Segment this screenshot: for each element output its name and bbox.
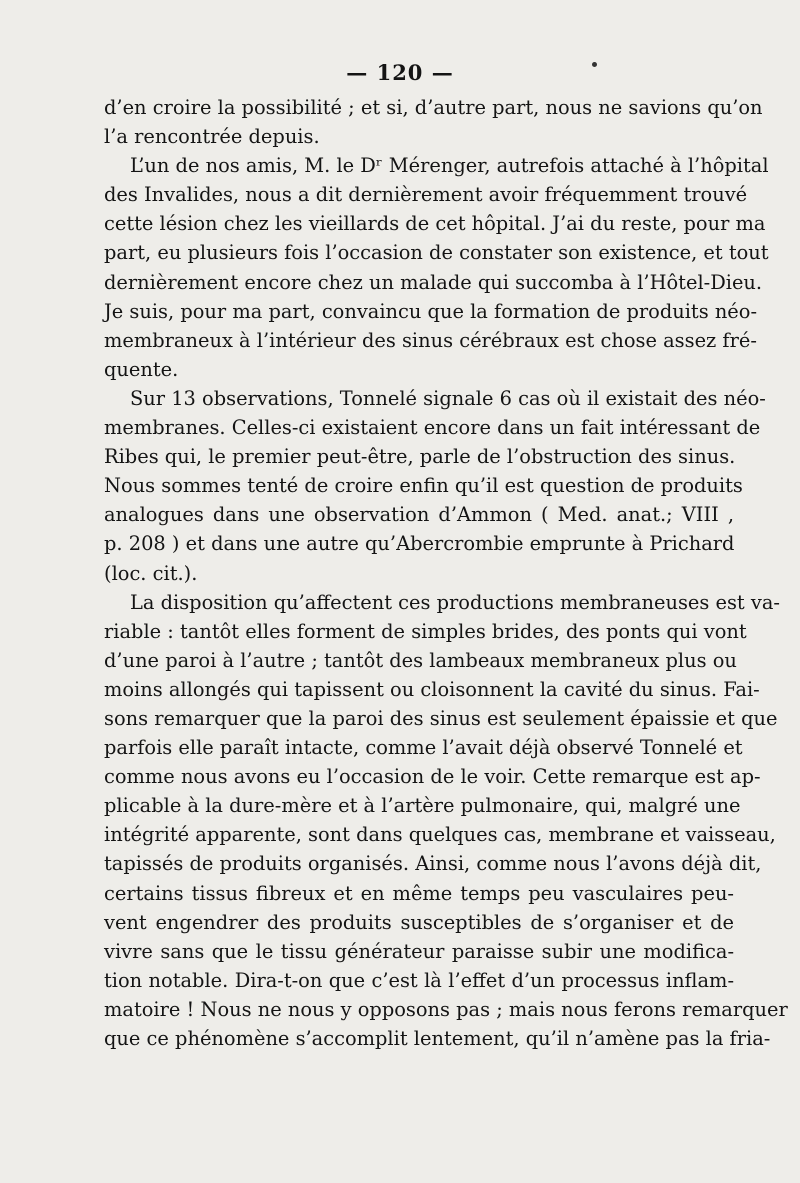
text-line: sons remarquer que la paroi des sinus est seulement épaissie et que [104,706,778,730]
text-line: L’un de nos amis, M. le Dʳ Mérenger, autrefois attaché à l’hôpital [130,154,769,178]
text-line: (loc. cit.). [104,561,198,585]
paragraph [104,384,766,588]
paragraph [104,93,763,151]
text-line: certains tissus fibreux et en même temps peu vasculaires peu- [104,881,734,905]
text-line: membraneux à l’intérieur des sinus cérébraux est chose assez fré- [104,328,757,352]
text-line: analogues dans une observation d’Ammon ( Med. anat.; VIII , [104,503,734,527]
text-line: p. 208 ) et dans une autre qu’Abercrombie emprunte à Prichard [104,532,735,556]
text-line: Nous sommes tenté de croire enfin qu’il est question de produits [104,474,743,498]
body-text [104,93,788,1053]
paragraph [104,588,788,1054]
text-line: vent engendrer des produits susceptibles de s’organiser et de [104,910,734,934]
text-line: dernièrement encore chez un malade qui succomba à l’Hôtel-Dieu. [104,270,763,294]
text-line: parfois elle paraît intacte, comme l’avait déjà observé Tonnelé et [104,736,743,760]
text-line: des Invalides, nous a dit dernièrement avoir fréquemment trouvé [104,183,748,207]
text-line: part, eu plusieurs fois l’occasion de constater son existence, et tout [104,241,769,265]
text-line: d’en croire la possibilité ; et si, d’autre part, nous ne savions qu’on [104,96,763,119]
text-line: que ce phénomène s’accomplit lentement, qu’il n’amène pas la fria- [104,1027,771,1050]
text-line: l’a rencontrée depuis. [104,125,320,149]
text-line: Sur 13 observations, Tonnelé signale 6 cas où il existait des néo- [130,386,766,410]
text-line: intégrité apparente, sont dans quelques cas, membrane et vaisseau, [104,823,776,847]
text-line: quente. [104,357,179,381]
text-line: tapissés de produits organisés. Ainsi, comme nous l’avons déjà dit, [104,852,762,876]
text-line: matoire ! Nous ne nous y opposons pas ; mais nous ferons remarquer [104,997,788,1021]
text-line: moins allongés qui tapissent ou cloisonnent la cavité du sinus. Fai- [104,677,760,701]
text-line: plicable à la dure-mère et à l’artère pulmonaire, qui, malgré une [104,794,741,818]
text-line: La disposition qu’affectent ces productions membraneuses est va- [130,590,780,614]
text-line: Ribes qui, le premier peut-être, parle de l’obstruction des sinus. [104,445,736,469]
text-line: d’une paroi à l’autre ; tantôt des lambeaux membraneux plus ou [104,648,737,672]
text-line: membranes. Celles-ci existaient encore dans un fait intéressant de [104,416,761,440]
paragraph [104,151,769,384]
text-line: vivre sans que le tissu générateur paraisse subir une modifica- [104,939,734,963]
text-line: cette lésion chez les vieillards de cet hôpital. J’ai du reste, pour ma [104,212,766,236]
text-line: Je suis, pour ma part, convaincu que la formation de produits néo- [104,299,758,323]
text-line: riable : tantôt elles forment de simples brides, des ponts qui vont [104,619,747,643]
text-line: tion notable. Dira-t-on que c’est là l’effet d’un processus inflam- [104,968,734,992]
text-line: comme nous avons eu l’occasion de le voir. Cette remarque est ap- [104,765,761,789]
page-number: — 120 — [346,60,454,85]
